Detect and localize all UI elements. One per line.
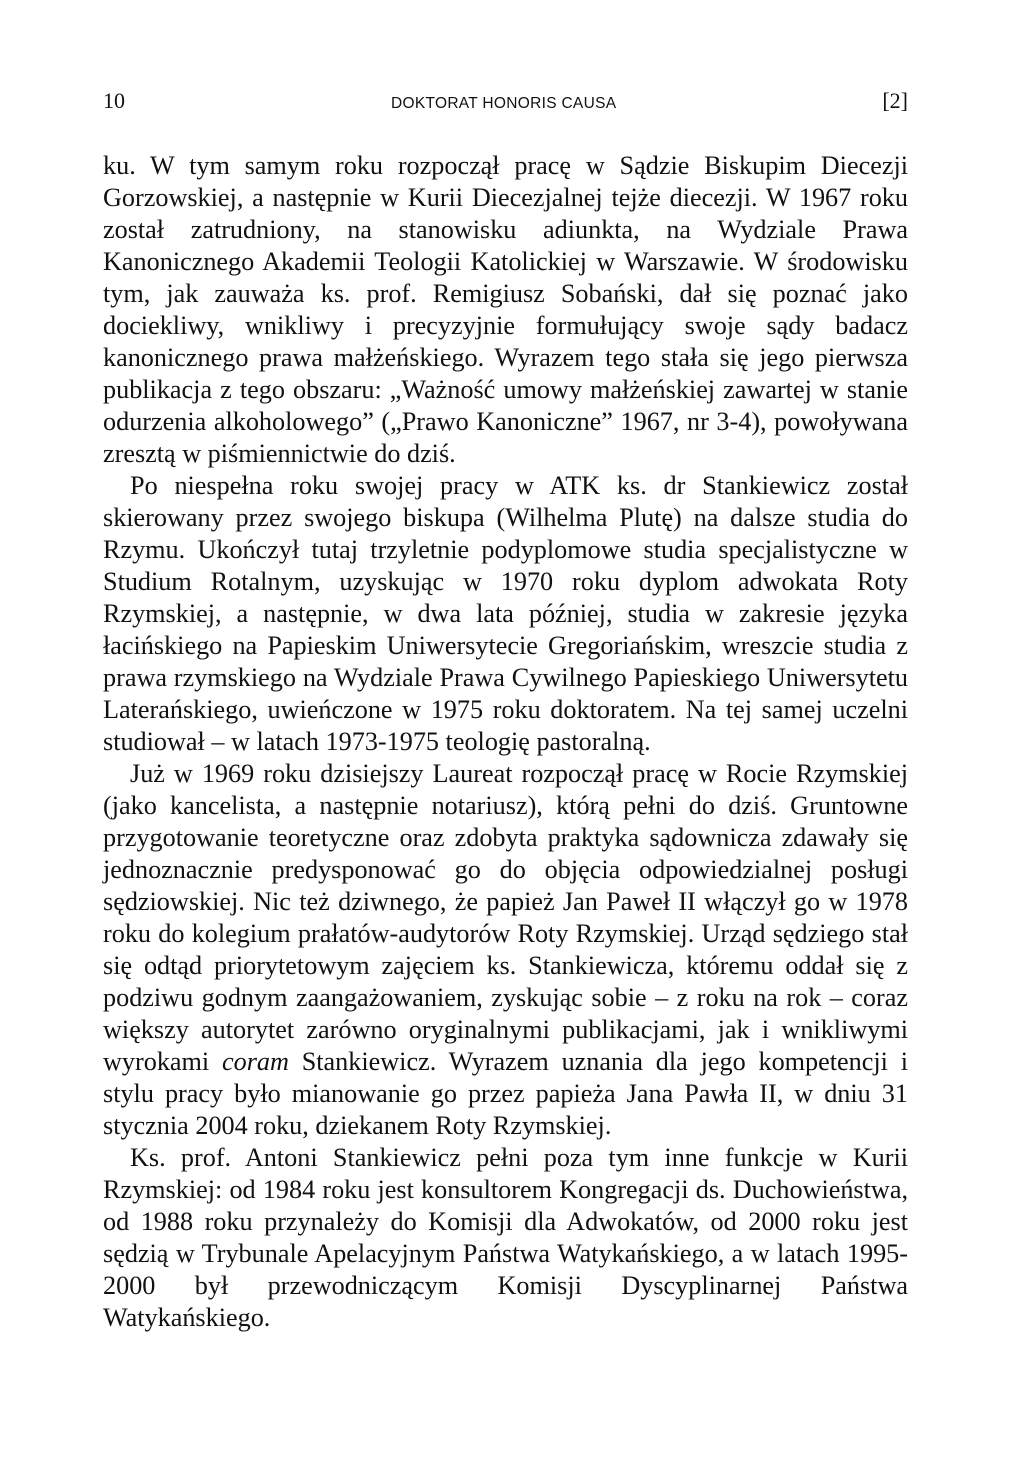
running-head — [103, 88, 908, 128]
paragraph-4: Ks. prof. Antoni Stankiewicz pełni poza tym inne funkcje w Kurii Rzymskiej: od 1984 roku jest konsultorem Kongregacji ds. Duchowieństwa, od 1988 roku przynależy do Komisji dla Adwokatów, od 2000 roku jest sędzią w Trybunale Apelacyjnym Państwa Watykańskiego, a w latach 1995-2000 był przewodniczącym Komisji Dyscyplinarnej Państwa Watykańskiego. — [103, 1143, 908, 1332]
paragraph-2: Po niespełna roku swojej pracy w ATK ks. dr Stankiewicz został skierowany przez swojego biskupa (Wilhelma Plutę) na dalsze studia do Rzymu. Ukończył tutaj trzyletnie podyplomowe studia specjalistyczne w Studium Rotalnym, uzyskując w 1970 roku dyplom adwokata Roty Rzymskiej, a następnie, w dwa lata później, studia w zakresie języka łacińskiego na Papieskim Uniwersytecie Gregoriańskim, wreszcie studia z prawa rzymskiego na Wydziale Prawa Cywilnego Papieskiego Uniwersytetu Laterańskiego, uwieńczone w 1975 roku doktoratem. Na tej samej uczelni studiował – w latach 1973-1975 teologię pastoralną. — [103, 471, 908, 756]
paragraph-3-text-before: Już w 1969 roku dzisiejszy Laureat rozpoczął pracę w Rocie Rzymskiej (jako kancelista, a następnie notariusz), którą pełni do dziś. Gruntowne przygotowanie teoretyczne oraz zdobyta praktyka sądownicza zdawały się jednoznacznie predysponować go do objęcia odpowiedzialnej posługi sędziowskiej. Nic też dziwnego, że papież Jan Paweł II włączył go w 1978 roku do kolegium prałatów-audytorów Roty Rzymskiej. Urząd sędziego stał się odtąd priorytetowym zajęciem ks. Stankiewicza, któremu oddał się z podziwu godnym zaangażowaniem, zyskując sobie – z roku na rok – coraz większy autorytet zarówno oryginalnymi publikacjami, jak i wnikliwymi wyrokami — [103, 759, 908, 1076]
running-title: DOKTORAT HONORIS CAUSA — [390, 95, 617, 112]
paragraph-3-text-after: Stankiewicz. Wyrazem uznania dla jego kompetencji i stylu pracy było mianowanie go przez papieża Jana Pawła II, w dniu 31 stycznia 2004 roku, dziekanem Roty Rzymskiej. — [103, 1047, 908, 1140]
italic-term: coram — [221, 1047, 289, 1076]
paragraph-1: ku. W tym samym roku rozpoczął pracę w Sądzie Biskupim Diecezji Gorzowskiej, a następnie w Kurii Diecezjalnej tejże diecezji. W 1967 roku został zatrudniony, na stanowisku adiunkta, na Wydziale Prawa Kanonicznego Akademii Teologii Katolickiej w Warszawie. W środowisku tym, jak zauważa ks. prof. Remigiusz Sobański, dał się poznać jako dociekliwy, wnikliwy i precyzyjnie formułujący swoje sądy badacz kanonicznego prawa małżeńskiego. Wyrazem tego stała się jego pierwsza publikacja z tego obszaru: „Ważność umowy małżeńskiej zawartej w stanie odurzenia alkoholowego” („Prawo Kanoniczne” 1967, nr 3-4), powoływana zresztą w piśmiennictwie do dziś. — [103, 151, 908, 468]
section-number: [2] — [882, 88, 908, 113]
page-number: 10 — [103, 88, 125, 113]
paragraph-3 — [103, 758, 908, 1142]
body-text — [103, 150, 908, 1334]
